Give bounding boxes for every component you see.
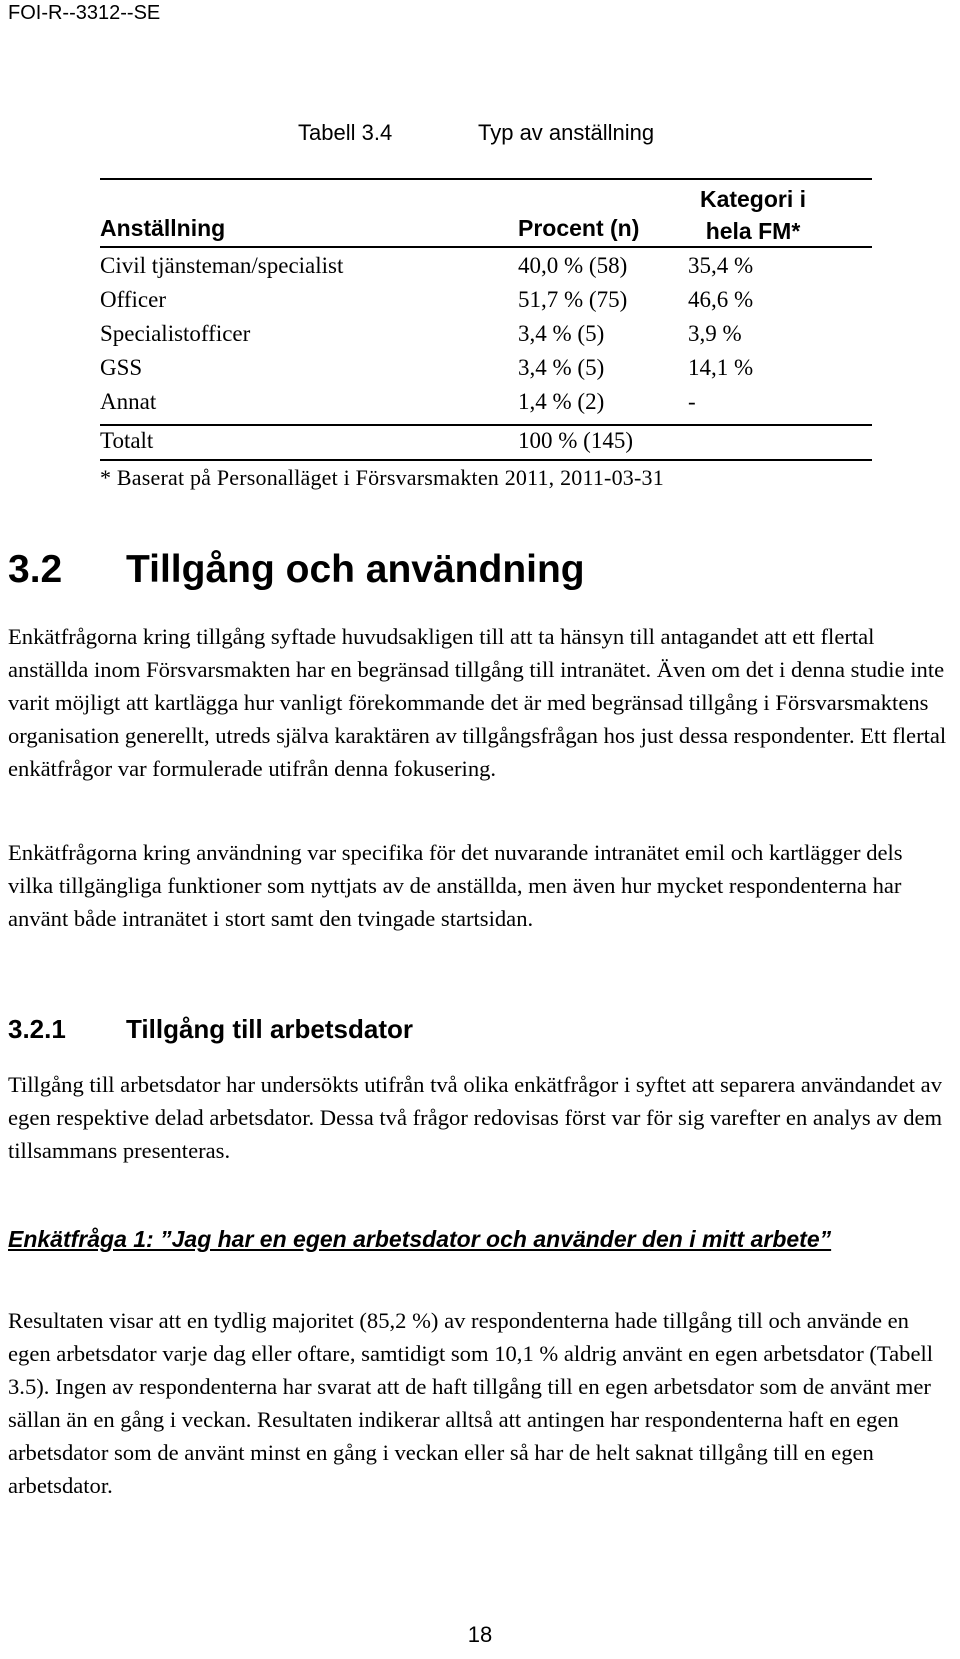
table-header-rule — [100, 246, 872, 248]
table-row — [0, 253, 960, 287]
table-row — [0, 389, 960, 423]
table-cell: 3,4 % (5) — [518, 355, 605, 380]
table-bottom-rule — [100, 459, 872, 461]
section-paragraph: Enkätfrågorna kring tillgång syftade huvudsakligen till att ta hänsyn till antagandet att ett flertal anställda inom Försvarsmakten har en begränsad tillgång till intranätet. Även om det i denna studie inte varit möjligt att kartlägga hur vanligt förekommande det är med begränsad tillgång i Försvarsmaktens organisation generellt, utreds själva karaktären av tillgångsfrågan hos just dessa respondenter. Ett flertal enkätfrågor var formulerade utifrån denna fokusering. — [8, 624, 947, 781]
table-header-category: Kategori i hela FM* — [699, 186, 807, 244]
table-caption-title: Typ av anställning — [478, 120, 655, 145]
table-row — [0, 287, 960, 321]
table-caption-number: Tabell 3.4 — [298, 120, 393, 145]
table-cell: Specialistofficer — [100, 321, 251, 346]
subsection-paragraph: Tillgång till arbetsdator har undersökts utifrån två olika enkätfrågor i syftet att separera användandet av egen respektive delad arbetsdator. Dessa två frågor redovisas först var för sig varefter en analys av dem tillsammans presenteras. — [8, 1072, 943, 1163]
table-footnote: * Baserat på Personalläget i Försvarsmakten 2011, 2011-03-31 — [100, 465, 664, 490]
table-cell: GSS — [100, 355, 143, 380]
table-cell: Totalt — [100, 428, 154, 453]
table-cell: Civil tjänsteman/specialist — [100, 253, 344, 278]
section-heading — [8, 548, 585, 592]
table-cell: 46,6 % — [688, 287, 754, 312]
table-total-rule — [100, 424, 872, 426]
table-cell: 3,9 % — [688, 321, 742, 346]
table-cell: 14,1 % — [688, 355, 754, 380]
page-number: 18 — [467, 1622, 493, 1647]
table-cell: 51,7 % (75) — [518, 287, 628, 312]
table-cell: 35,4 % — [688, 253, 754, 278]
table-cell: 1,4 % (2) — [518, 389, 605, 414]
table-cell: 3,4 % (5) — [518, 321, 605, 346]
table-header-percent: Procent (n) — [518, 215, 640, 241]
table-total-row — [0, 428, 960, 462]
table-row — [0, 321, 960, 355]
subsection-title: Tillgång till arbetsdator — [126, 1014, 414, 1044]
subsection-heading — [8, 1014, 413, 1045]
question-paragraph: Resultaten visar att en tydlig majoritet (85,2 %) av respondenterna hade tillgång till och använde en egen arbetsdator varje dag eller oftare, samtidigt som 10,1 % aldrig använt en egen arbetsdator (Tabell 3.5). Ingen av respondenterna har svarat att de haft tillgång till en egen arbetsdator som de använt mer sällan än en gång i veckan. Resultaten indikerar alltså att antingen har respondenterna haft en egen arbetsdator som de använt minst en gång i veckan eller så har de helt saknat tillgång till en egen arbetsdator. — [8, 1308, 934, 1498]
section-title: Tillgång och användning — [126, 548, 585, 591]
table-header-employment: Anställning — [100, 215, 226, 241]
table-cell: Annat — [100, 389, 157, 414]
table-cell: 100 % (145) — [518, 428, 633, 453]
table-top-rule — [100, 178, 872, 180]
document-code: FOI-R--3312--SE — [8, 2, 161, 24]
subsection-number: 3.2.1 — [8, 1014, 66, 1044]
table-cell: 40,0 % (58) — [518, 253, 628, 278]
table-cell: Officer — [100, 287, 166, 312]
section-paragraph: Enkätfrågorna kring användning var specifika för det nuvarande intranätet emil och kartlägger dels vilka tillgängliga funktioner som nyttjats av de anställda, men även hur mycket respondenterna har använt både intranätet i stort samt den tvingade startsidan. — [8, 840, 903, 931]
question-heading: Enkätfråga 1: ”Jag har en egen arbetsdator och använder den i mitt arbete” — [8, 1226, 832, 1252]
table-row — [0, 355, 960, 389]
table-cell: - — [688, 389, 696, 414]
section-number: 3.2 — [8, 548, 63, 591]
